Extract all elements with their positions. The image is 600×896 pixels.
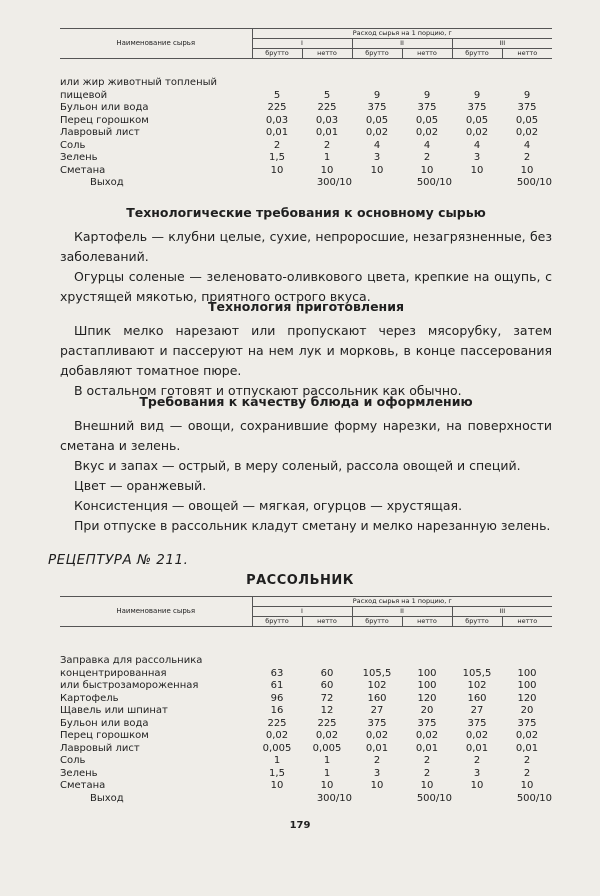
tech-requirements-heading: Технологические требования к основному сырью: [126, 205, 486, 220]
ingredient-name: Заправка для рассольника: [60, 655, 203, 666]
table-row: [60, 115, 552, 128]
quantity-cell: 105,5: [362, 667, 392, 679]
quantity-cell: 160: [367, 692, 387, 704]
paragraph: Вкус и запах — острый, в меру соленый, рассола овощей и специй.: [74, 458, 521, 473]
yield-label: Выход: [90, 177, 124, 188]
yield-row: [60, 177, 552, 190]
quantity-cell: 5: [273, 89, 281, 101]
quantity-cell: 100: [417, 680, 437, 691]
quality-heading: Требования к качеству блюда и оформлению: [139, 394, 473, 409]
ingredient-name: пищевой: [60, 89, 108, 101]
quantity-cell: 100: [517, 667, 537, 679]
quantity-cell: 60: [320, 680, 334, 691]
portion-header-2: II: [352, 607, 452, 617]
ingredient-name: Бульон или вода: [60, 102, 149, 113]
brutto-header: брутто: [252, 49, 302, 59]
brutto-header: брутто: [452, 617, 502, 627]
quantity-cell: 2: [323, 139, 331, 151]
quality-text: [60, 416, 552, 536]
quantity-cell: 10: [370, 164, 384, 176]
quantity-cell: 0,01: [515, 742, 539, 754]
quantity-cell: 160: [467, 692, 487, 704]
quantity-cell: 102: [367, 680, 387, 691]
table-row: [60, 768, 552, 781]
quantity-cell: [452, 655, 502, 668]
ingredient-name: Перец горошком: [60, 730, 149, 741]
quantity-cell: 2: [423, 152, 431, 163]
ingredient-name: или быстрозамороженная: [60, 680, 199, 691]
quantity-cell: 0,05: [515, 114, 539, 126]
quantity-cell: 10: [520, 164, 534, 176]
quantity-cell: 20: [520, 705, 534, 716]
ingredient-name: Сметана: [60, 780, 106, 791]
quantity-cell: [402, 655, 452, 668]
quantity-cell: [352, 655, 402, 668]
quantity-cell: [452, 77, 502, 90]
netto-header: нетто: [402, 617, 452, 627]
preparation-heading: Технология приготовления: [208, 299, 404, 314]
quantity-cell: 0,02: [415, 730, 439, 741]
brutto-header: брутто: [452, 49, 502, 59]
quantity-cell: [352, 77, 402, 90]
portion-header-3: III: [452, 39, 552, 49]
quantity-cell: 10: [470, 780, 484, 791]
quantity-cell: 0,05: [365, 114, 389, 126]
quantity-cell: 0,005: [312, 742, 342, 754]
quantity-cell: 16: [270, 705, 284, 716]
paragraph: При отпуске в рассольник кладут сметану и мелко нарезанную зелень.: [74, 518, 551, 533]
quantity-cell: 20: [420, 705, 434, 716]
portion-header-2: II: [352, 39, 452, 49]
portion-header-1: I: [252, 607, 352, 617]
netto-header: нетто: [302, 617, 352, 627]
quantity-cell: 225: [317, 102, 337, 113]
ingredient-name: Бульон или вода: [60, 717, 149, 729]
quantity-cell: 225: [317, 717, 337, 729]
ingredient-name: Лавровый лист: [60, 127, 140, 138]
yield-label: Выход: [90, 792, 124, 804]
ingredient-name: Зелень: [60, 152, 98, 163]
quantity-cell: 100: [517, 680, 537, 691]
top-ingredients-table: [60, 77, 552, 190]
quantity-cell: 4: [423, 139, 431, 151]
table-row: [60, 755, 552, 768]
quantity-cell: 0,05: [415, 114, 439, 126]
netto-header: нетто: [502, 617, 552, 627]
quantity-cell: 0,02: [265, 730, 289, 741]
quantity-cell: 0,02: [465, 730, 489, 741]
table-row: [60, 140, 552, 153]
table-row: [60, 655, 552, 668]
quantity-cell: 27: [370, 705, 384, 716]
paragraph: Консистенция — овощей — мягкая, огурцов — хрустящая.: [74, 498, 463, 513]
quantity-cell: 4: [523, 139, 531, 151]
paragraph: Внешний вид — овощи, сохранившие форму нарезки, на поверхности сметана и зелень.: [60, 418, 552, 453]
quantity-cell: 9: [423, 89, 431, 101]
quantity-cell: [252, 655, 302, 668]
table-row: [60, 730, 552, 743]
ingredient-name: Щавель или шпинат: [60, 705, 168, 716]
quantity-cell: 72: [320, 692, 334, 704]
table-row: [60, 743, 552, 756]
quantity-cell: 102: [467, 680, 487, 691]
quantity-cell: 12: [320, 705, 334, 716]
quantity-cell: 225: [267, 717, 287, 729]
quantity-cell: 9: [473, 89, 481, 101]
quantity-cell: 375: [517, 102, 537, 113]
quantity-cell: 375: [367, 717, 387, 729]
quantity-cell: 10: [320, 780, 334, 791]
quantity-cell: 2: [423, 767, 431, 779]
quantity-cell: 0,02: [515, 730, 539, 741]
quantity-cell: 60: [320, 667, 334, 679]
quantity-cell: [502, 77, 552, 90]
paragraph: Шпик мелко нарезают или пропускают через мясорубку, затем растапливают и пассеруют на нем лук и морковь, в конце пассерования добавляют томатное пюре.: [60, 323, 552, 378]
quantity-cell: 375: [417, 102, 437, 113]
quantity-cell: 0,02: [365, 127, 389, 138]
portion-header-1: I: [252, 39, 352, 49]
preparation-text: [60, 321, 552, 401]
paragraph: Цвет — оранжевый.: [74, 478, 207, 493]
quantity-cell: 0,005: [262, 742, 292, 754]
quantity-cell: 100: [417, 667, 437, 679]
quantity-cell: 3: [473, 152, 481, 163]
quantity-cell: 2: [523, 755, 531, 766]
quantity-cell: [252, 77, 302, 90]
quantity-cell: 1,5: [269, 767, 285, 779]
quantity-cell: 0,02: [515, 127, 539, 138]
quantity-cell: 375: [467, 102, 487, 113]
quantity-cell: 2: [423, 755, 431, 766]
quantity-cell: 9: [373, 89, 381, 101]
table-row: [60, 668, 552, 681]
table-row: [60, 780, 552, 793]
quantity-cell: 10: [270, 780, 284, 791]
table-row: [60, 165, 552, 178]
table-row: [60, 718, 552, 731]
quantity-cell: 2: [273, 139, 281, 151]
quantity-cell: 0,02: [415, 127, 439, 138]
quantity-cell: 375: [417, 717, 437, 729]
top-table-header: [60, 28, 552, 59]
quantity-cell: 3: [473, 767, 481, 779]
quantity-cell: 375: [467, 717, 487, 729]
quantity-cell: 10: [420, 780, 434, 791]
table-row: [60, 127, 552, 140]
quantity-cell: 2: [523, 767, 531, 779]
quantity-cell: 225: [267, 102, 287, 113]
yield-row: [60, 793, 552, 806]
brutto-header: брутто: [352, 49, 402, 59]
table-row: [60, 90, 552, 103]
yield-value: 500/10: [516, 792, 552, 804]
brutto-header: брутто: [352, 617, 402, 627]
dish-title: РАССОЛЬНИК: [246, 573, 354, 588]
netto-header: нетто: [402, 49, 452, 59]
quantity-cell: 3: [373, 767, 381, 779]
ingredient-name: концентрированная: [60, 667, 167, 679]
tech-requirements-text: [60, 227, 552, 307]
quantity-cell: 5: [323, 89, 331, 101]
quantity-cell: 0,01: [415, 742, 439, 754]
table-row: [60, 693, 552, 706]
table-row: [60, 102, 552, 115]
quantity-cell: 96: [270, 692, 284, 704]
quantity-cell: 10: [270, 164, 284, 176]
quantity-cell: [302, 77, 352, 90]
quantity-cell: 2: [473, 755, 481, 766]
consumption-header: Расход сырья на 1 порцию, г: [252, 29, 552, 39]
quantity-cell: 3: [373, 152, 381, 163]
quantity-cell: 105,5: [462, 667, 492, 679]
quantity-cell: 10: [470, 164, 484, 176]
ingredient-name: Зелень: [60, 767, 98, 779]
quantity-cell: 10: [520, 780, 534, 791]
name-column-header: Наименование сырья: [60, 29, 252, 59]
ingredient-name: или жир животный топленый: [60, 77, 218, 88]
yield-value: 500/10: [416, 177, 452, 188]
quantity-cell: 0,03: [315, 114, 339, 126]
quantity-cell: 0,02: [365, 730, 389, 741]
netto-header: нетто: [302, 49, 352, 59]
paragraph: В остальном готовят и отпускают рассольник как обычно.: [74, 383, 462, 398]
table-row: [60, 680, 552, 693]
ingredient-name: Картофель: [60, 692, 119, 704]
brutto-header: брутто: [252, 617, 302, 627]
table-row: [60, 77, 552, 90]
quantity-cell: 1: [323, 152, 331, 163]
quantity-cell: 2: [373, 755, 381, 766]
ingredient-name: Соль: [60, 139, 86, 151]
quantity-cell: 1,5: [269, 152, 285, 163]
quantity-cell: 9: [523, 89, 531, 101]
quantity-cell: 0,02: [465, 127, 489, 138]
quantity-cell: 0,01: [315, 127, 339, 138]
quantity-cell: 1: [273, 755, 281, 766]
quantity-cell: 1: [323, 755, 331, 766]
paragraph: Картофель — клубни целые, сухие, непроросшие, незагрязненные, без заболеваний.: [60, 229, 552, 264]
ingredient-name: Сметана: [60, 164, 106, 176]
quantity-cell: 27: [470, 705, 484, 716]
quantity-cell: 10: [320, 164, 334, 176]
quantity-cell: 2: [523, 152, 531, 163]
quantity-cell: 120: [417, 692, 437, 704]
quantity-cell: 0,02: [315, 730, 339, 741]
quantity-cell: 120: [517, 692, 537, 704]
yield-value: 300/10: [316, 792, 352, 804]
quantity-cell: 63: [270, 667, 284, 679]
paragraph: Огурцы соленые — зеленовато-оливкового цвета, крепкие на ощупь, с хрустящей мякотью, приятного острого вкуса.: [60, 269, 552, 304]
ingredient-name: Лавровый лист: [60, 742, 140, 754]
quantity-cell: 0,01: [465, 742, 489, 754]
name-column-header: Наименование сырья: [60, 597, 252, 627]
quantity-cell: 4: [373, 139, 381, 151]
netto-header: нетто: [502, 49, 552, 59]
recipe-number: РЕЦЕПТУРА № 211.: [48, 552, 189, 568]
consumption-header: Расход сырья на 1 порцию, г: [252, 597, 552, 607]
quantity-cell: [502, 655, 552, 668]
quantity-cell: 61: [270, 680, 284, 691]
quantity-cell: 0,01: [365, 742, 389, 754]
quantity-cell: 10: [370, 780, 384, 791]
bottom-ingredients-table: [60, 655, 552, 805]
yield-value: 300/10: [316, 177, 352, 188]
yield-value: 500/10: [416, 792, 452, 804]
quantity-cell: 0,03: [265, 114, 289, 126]
quantity-cell: 375: [367, 102, 387, 113]
quantity-cell: 0,05: [465, 114, 489, 126]
table-row: [60, 152, 552, 165]
quantity-cell: 1: [323, 767, 331, 779]
page-number: 179: [289, 820, 311, 831]
bottom-table-header: [60, 596, 552, 627]
quantity-cell: 10: [420, 164, 434, 176]
quantity-cell: 4: [473, 139, 481, 151]
quantity-cell: 375: [517, 717, 537, 729]
portion-header-3: III: [452, 607, 552, 617]
table-row: [60, 705, 552, 718]
quantity-cell: [402, 77, 452, 90]
ingredient-name: Соль: [60, 755, 86, 766]
ingredient-name: Перец горошком: [60, 114, 149, 126]
quantity-cell: 0,01: [265, 127, 289, 138]
quantity-cell: [302, 655, 352, 668]
yield-value: 500/10: [516, 177, 552, 188]
